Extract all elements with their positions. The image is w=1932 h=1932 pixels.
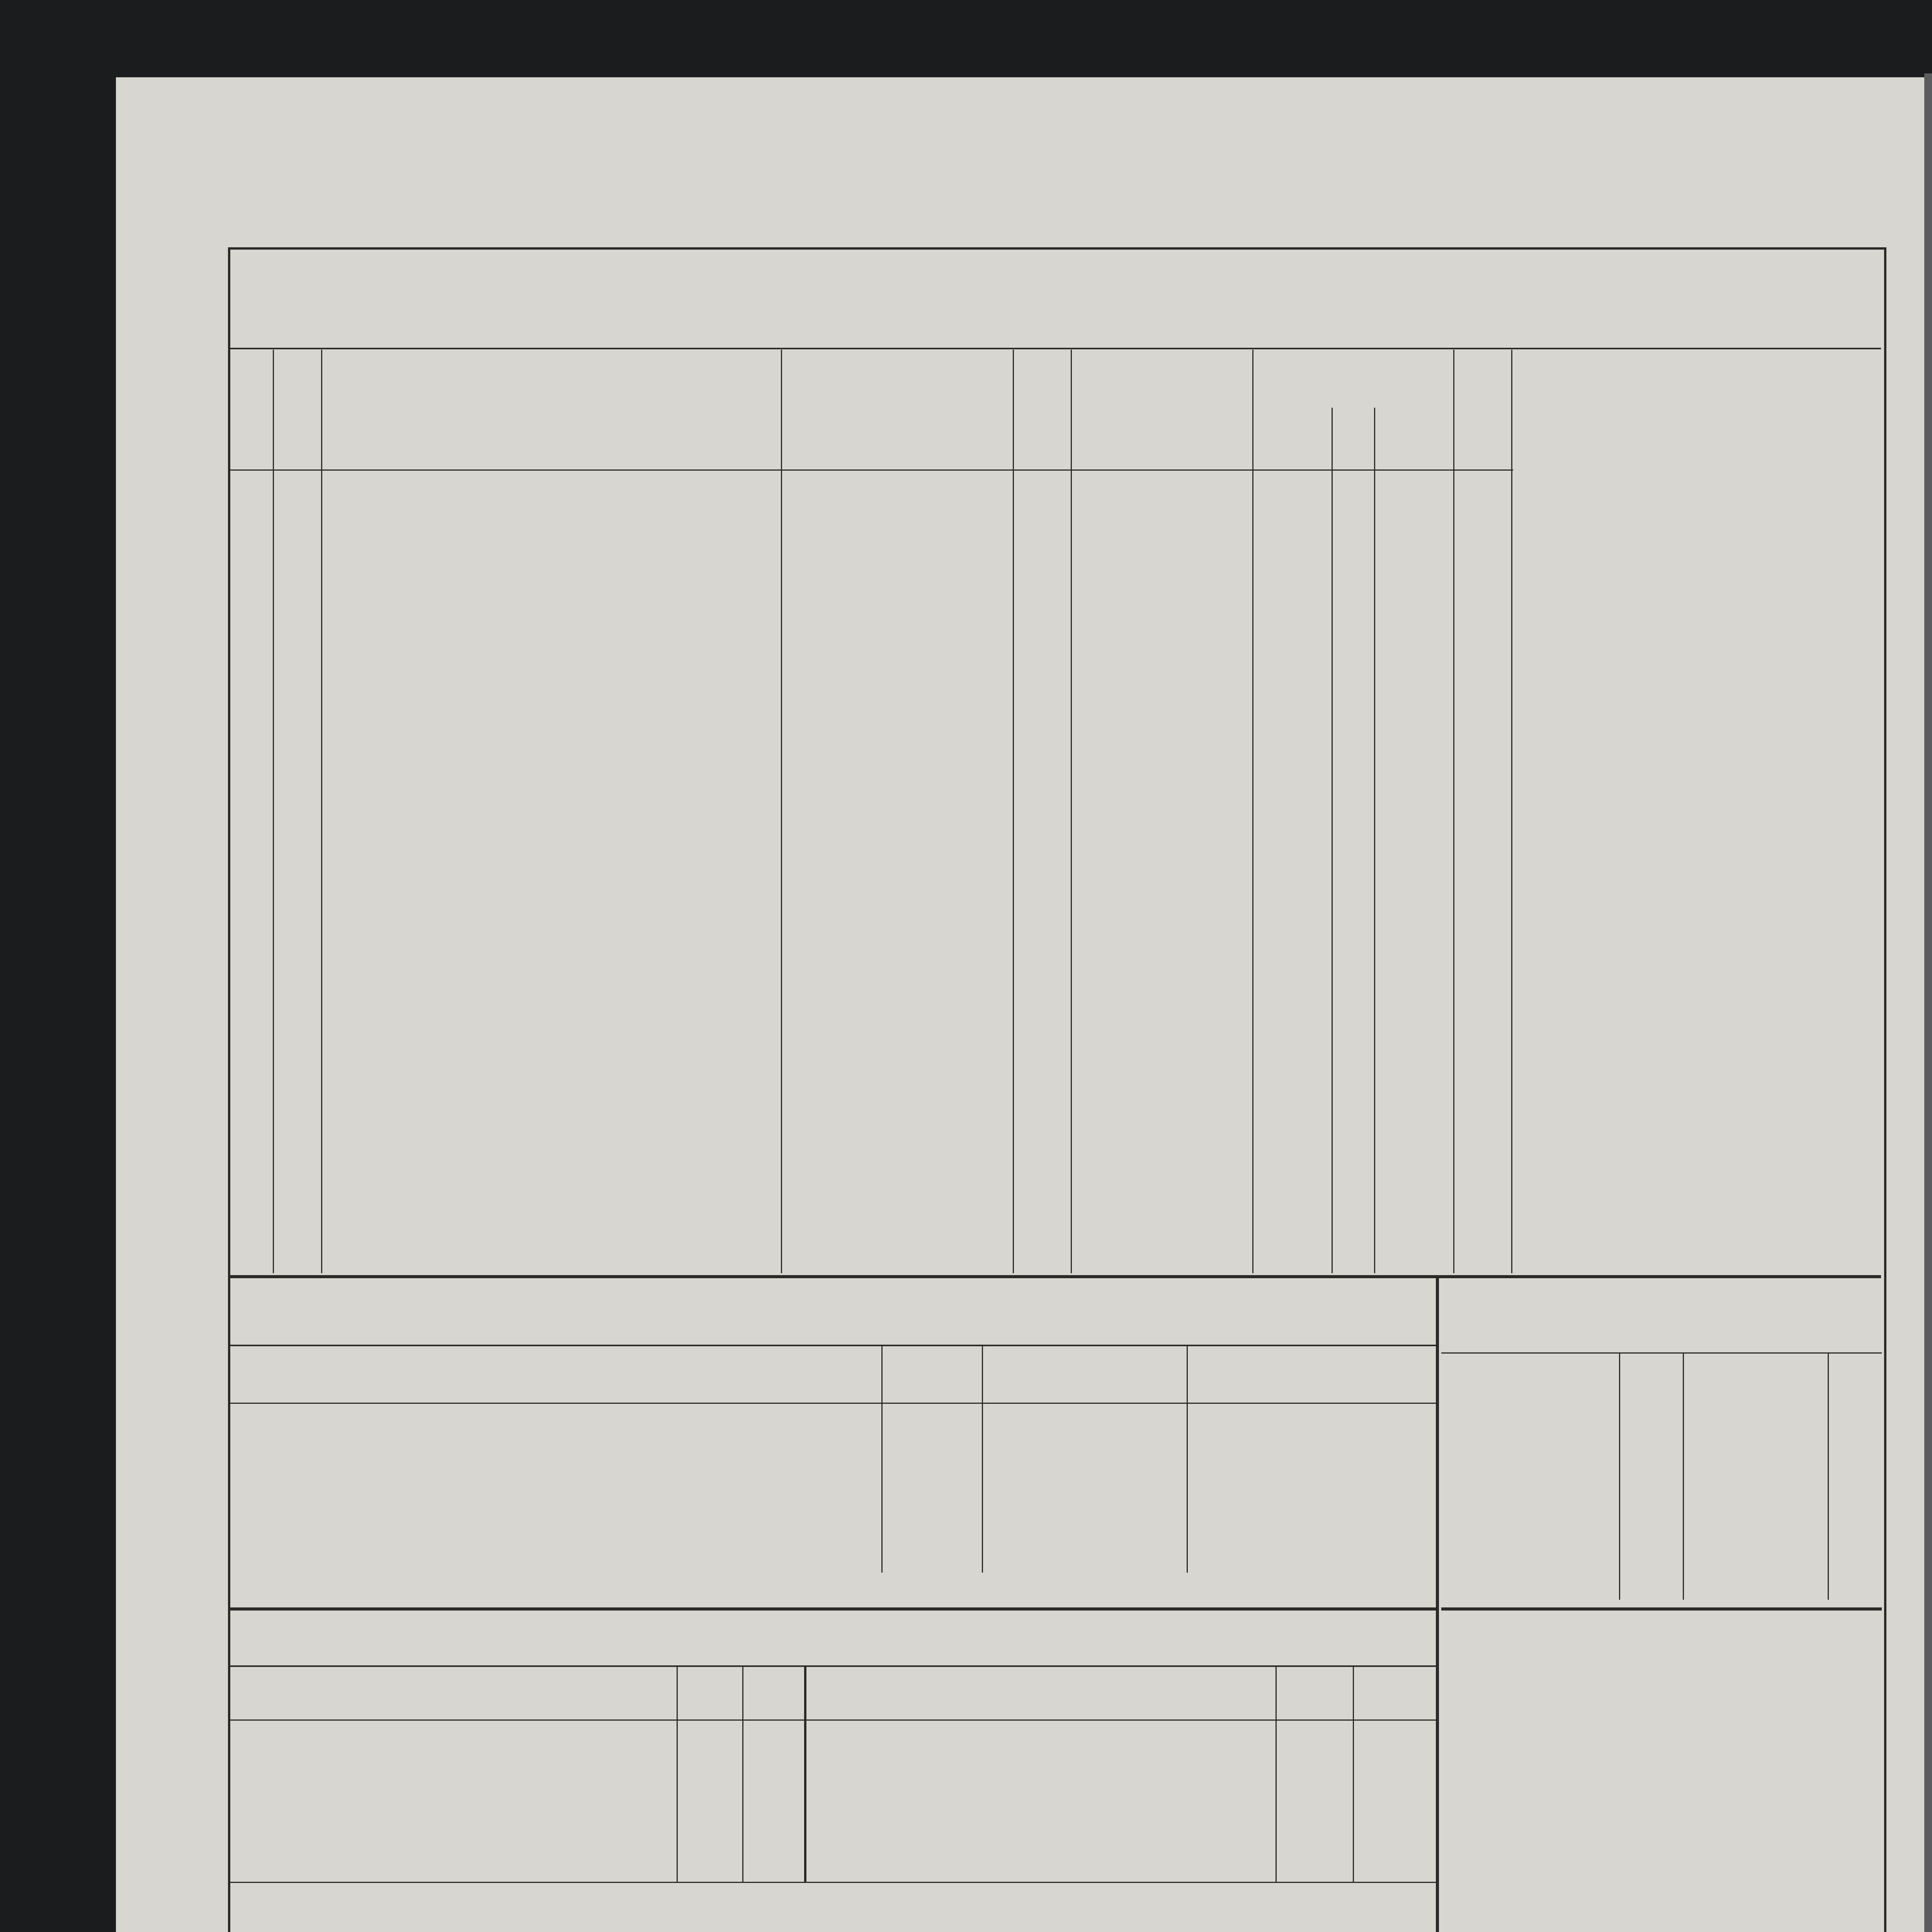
demandees-table (230, 1665, 1436, 1932)
commission-block (1441, 1607, 1882, 1932)
changes-table (1441, 1352, 1882, 1607)
page-edge (1924, 73, 1932, 1932)
observations-block (1525, 891, 1872, 906)
cote-table (230, 350, 1881, 1273)
droits-table (230, 1345, 1436, 1573)
